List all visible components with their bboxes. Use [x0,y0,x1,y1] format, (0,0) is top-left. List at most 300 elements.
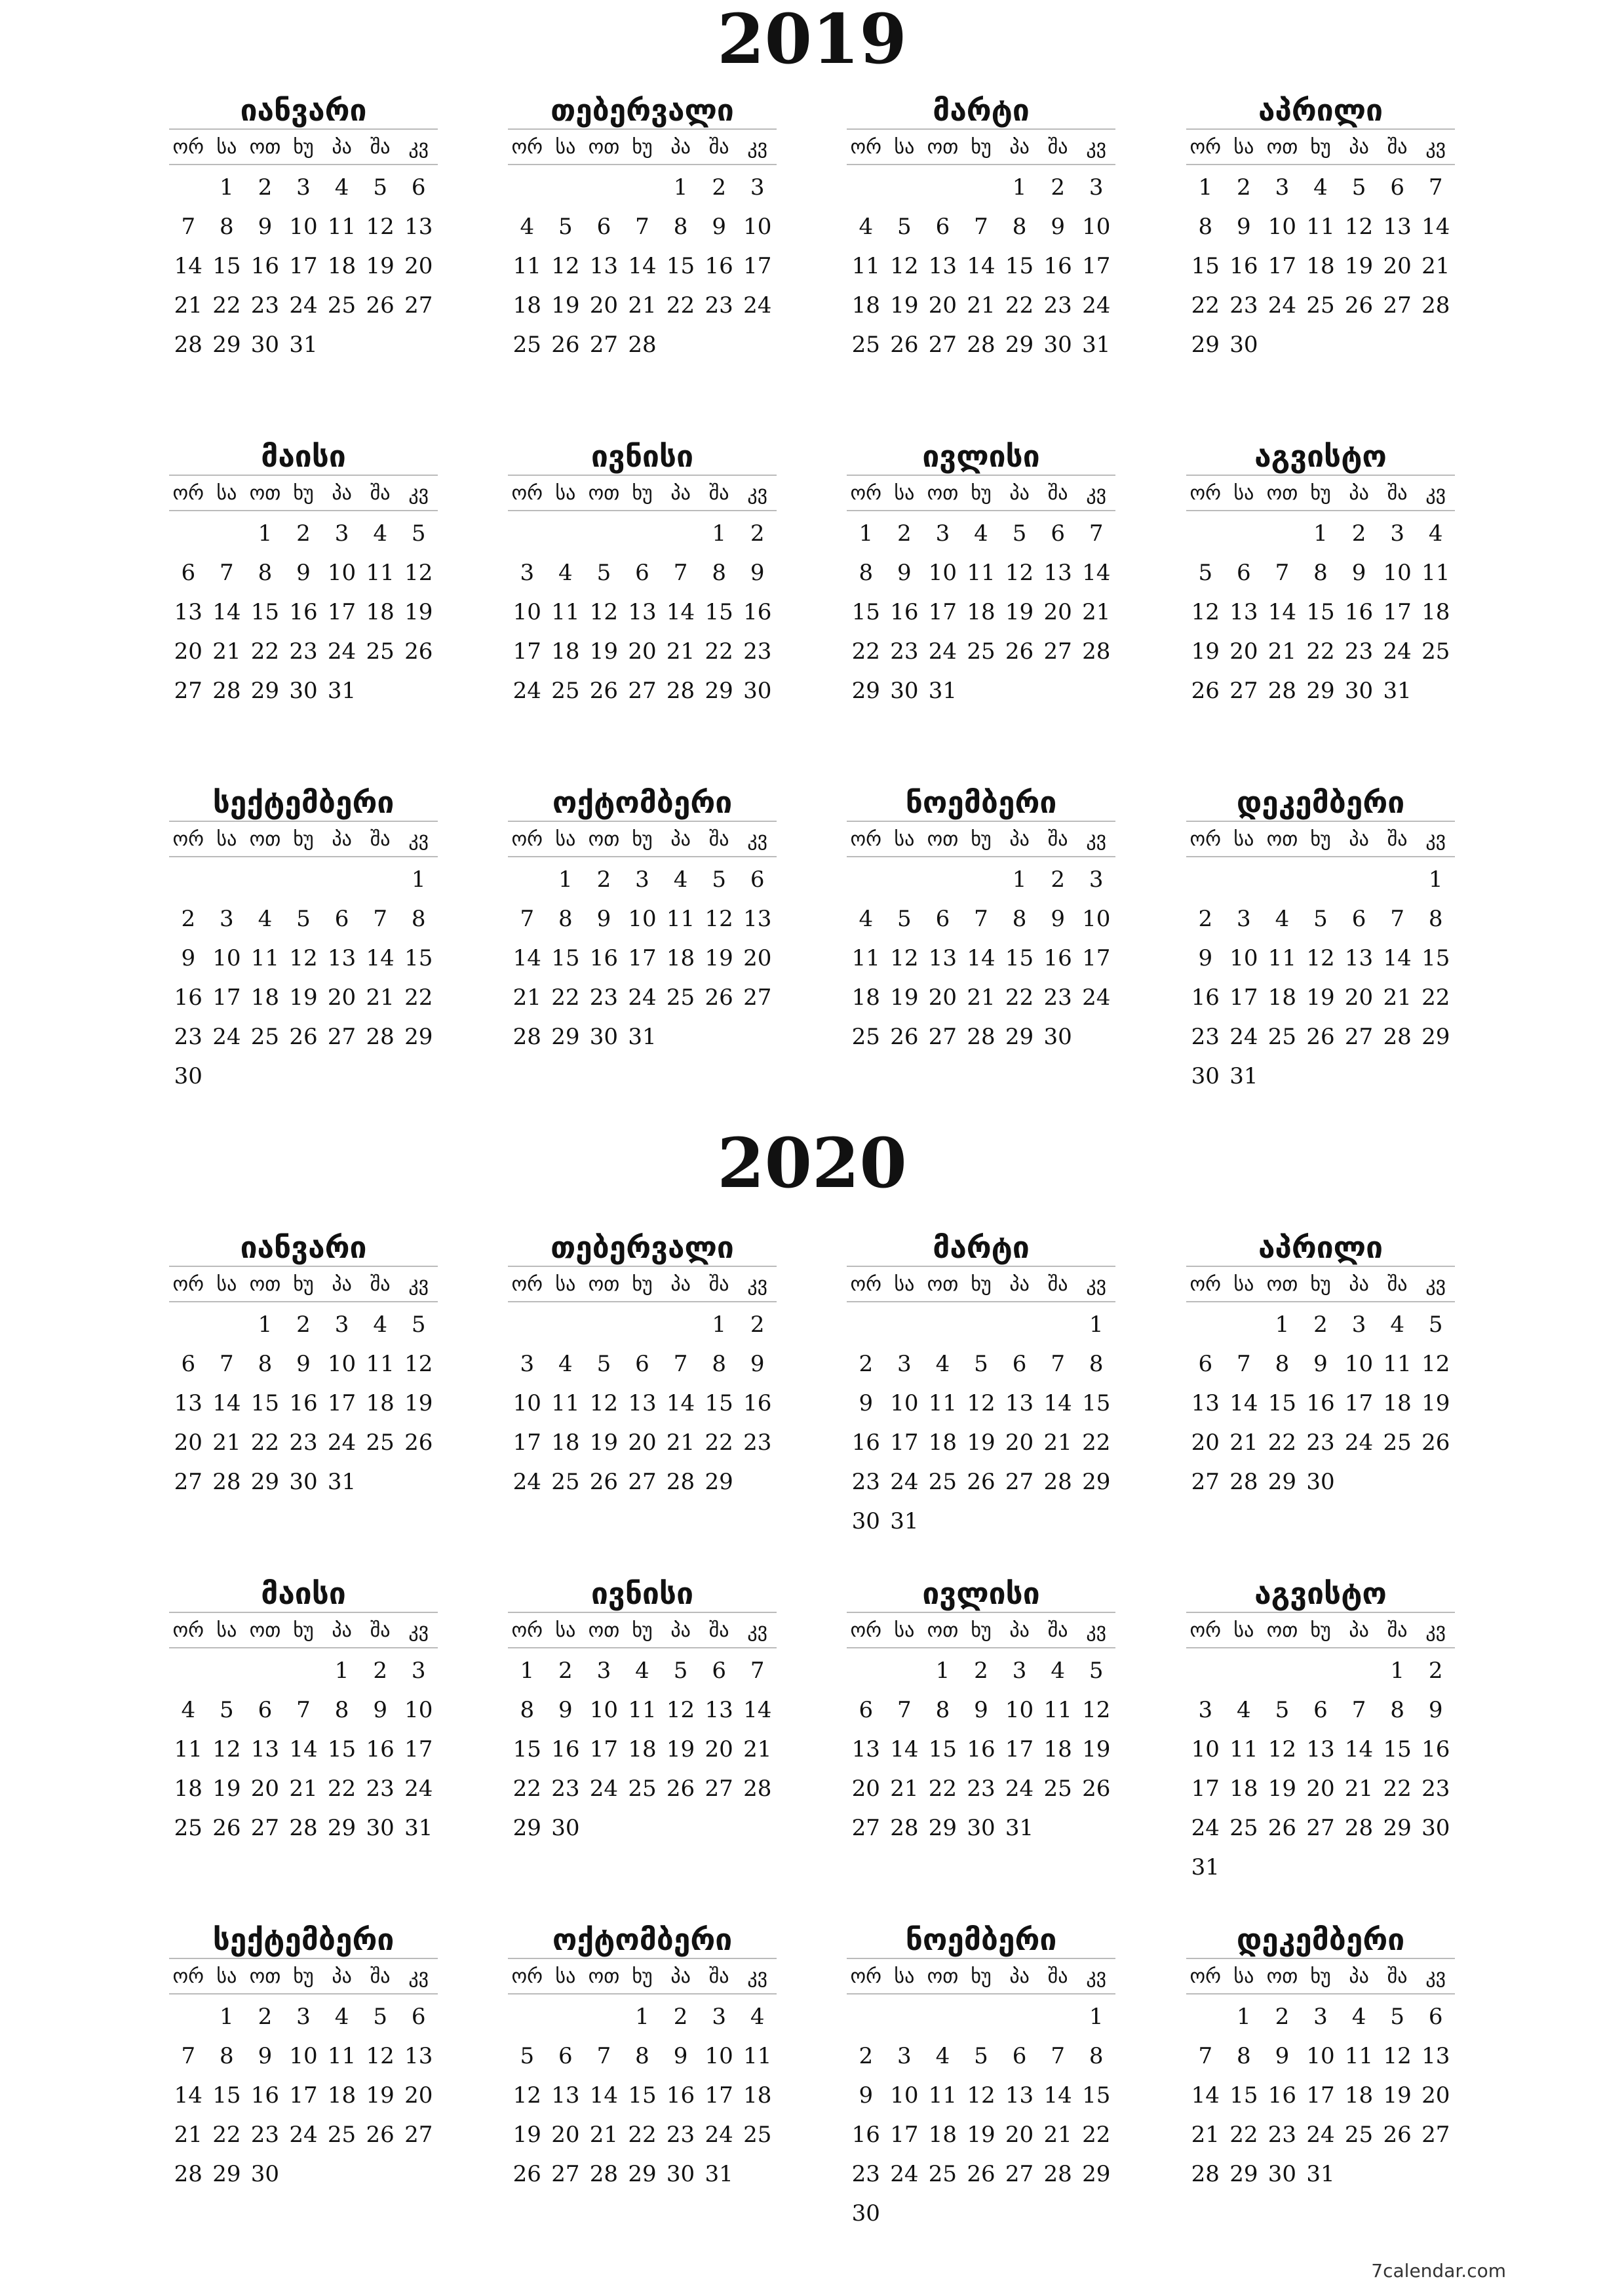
day-number: 25 [967,638,996,665]
day-number: 29 [851,678,880,704]
day-number: 3 [1089,174,1104,201]
day-number: 6 [411,2004,426,2030]
weekday-label: ორ [511,827,543,851]
day-number: 15 [1082,1390,1111,1416]
day-number: 2 [750,1312,765,1338]
day-number: 14 [1229,1390,1258,1416]
day-number: 14 [1082,560,1111,586]
weekday-label: შა [1387,135,1408,159]
day-number: 21 [212,1430,241,1456]
day-number: 5 [1428,1312,1443,1338]
day-number: 13 [705,1697,733,1723]
day-number: 10 [1005,1697,1034,1723]
month-name: მარტი [933,1230,1030,1265]
day-number: 7 [1198,2043,1213,2069]
day-number: 31 [628,1024,657,1050]
day-number: 27 [628,1469,657,1495]
day-number: 5 [897,214,912,240]
day-number: 29 [250,678,280,704]
day-number: 8 [673,214,688,240]
day-number: 2 [373,1658,387,1684]
weekday-label: ორ [850,481,882,505]
day-number: 23 [1344,638,1374,665]
day-number: 13 [1043,560,1072,586]
day-number: 8 [258,1351,273,1377]
day-number: 28 [1043,1469,1072,1495]
weekday-label: ორ [850,1618,882,1642]
day-number: 15 [1267,1390,1297,1416]
day-number: 1 [258,520,273,547]
weekday-label: ხუ [971,827,992,851]
weekday-label: პა [1009,135,1030,159]
weekday-header [169,821,438,857]
day-number: 27 [1229,678,1258,704]
day-number: 25 [1229,1815,1258,1841]
day-number: 26 [1421,1430,1450,1456]
day-number: 2 [181,906,196,932]
month-calendar [1186,92,1455,364]
day-number: 7 [373,906,387,932]
day-number: 28 [589,2161,619,2187]
day-number: 17 [928,599,957,625]
day-number: 10 [404,1697,433,1723]
day-number: 1 [673,174,688,201]
day-number: 10 [1383,560,1412,586]
weekday-label: ორ [511,1618,543,1642]
day-number: 17 [743,253,772,279]
day-number: 10 [327,1351,357,1377]
day-number: 20 [1005,2122,1034,2148]
day-number: 21 [890,1776,919,1802]
weekday-label: შა [1387,1618,1408,1642]
weekday-label: კვ [408,1618,429,1642]
weekday-label: სა [216,827,237,851]
day-grid [508,1305,777,1502]
weekday-label: ოთ [249,135,281,159]
day-number: 11 [327,214,357,240]
month-name: აპრილი [1258,92,1383,128]
weekday-label: კვ [1425,481,1446,505]
day-number: 22 [928,1776,957,1802]
day-number: 6 [181,1351,196,1377]
weekday-label: პა [1009,481,1030,505]
day-number: 4 [673,866,688,893]
day-number: 17 [1082,945,1111,971]
day-number: 7 [220,560,234,586]
day-number: 14 [1421,214,1450,240]
day-number: 17 [512,1430,541,1456]
day-number: 18 [851,292,880,319]
weekday-label: ხუ [1310,1272,1331,1296]
day-number: 13 [743,906,772,932]
day-number: 1 [220,2004,234,2030]
month-name: ივლისი [922,1576,1040,1611]
day-number: 17 [1082,253,1111,279]
weekday-label: სა [1233,135,1254,159]
day-number: 1 [859,520,874,547]
day-number: 6 [181,560,196,586]
day-number: 3 [220,906,234,932]
day-number: 4 [558,560,573,586]
day-number: 23 [289,638,318,665]
weekday-header [1186,128,1455,165]
day-number: 27 [928,1024,957,1050]
day-number: 22 [1267,1430,1297,1456]
day-number: 9 [258,214,273,240]
day-number: 16 [1344,599,1374,625]
weekday-header [169,1266,438,1302]
day-number: 21 [174,292,203,319]
day-number: 16 [589,945,619,971]
day-number: 7 [1051,1351,1065,1377]
day-number: 8 [1237,2043,1251,2069]
day-number: 20 [628,638,657,665]
weekday-label: ხუ [632,135,653,159]
weekday-label: კვ [408,481,429,505]
day-number: 15 [705,1390,733,1416]
day-number: 12 [1344,214,1374,240]
day-number: 8 [1275,1351,1290,1377]
day-number: 8 [1428,906,1443,932]
day-number: 15 [1229,2082,1258,2109]
day-number: 21 [212,638,241,665]
day-number: 23 [366,1776,395,1802]
day-number: 17 [705,2082,733,2109]
day-number: 4 [334,2004,349,2030]
day-number: 9 [181,945,196,971]
day-number: 3 [334,1312,349,1338]
day-number: 21 [366,984,395,1011]
day-number: 29 [212,332,241,358]
month-calendar [508,784,777,1057]
day-number: 10 [327,560,357,586]
weekday-label: ორ [1189,481,1222,505]
day-number: 8 [1089,2043,1104,2069]
weekday-label: ოთ [1266,1618,1298,1642]
day-number: 30 [174,1063,203,1089]
weekday-label: შა [708,135,729,159]
day-number: 5 [1313,906,1328,932]
day-number: 30 [589,1024,619,1050]
day-number: 26 [404,1430,433,1456]
day-number: 27 [1383,292,1412,319]
day-number: 9 [1428,1697,1443,1723]
day-number: 17 [1191,1776,1220,1802]
weekday-label: კვ [747,481,768,505]
day-grid [1186,514,1455,710]
day-number: 2 [1051,866,1065,893]
day-number: 10 [1082,214,1111,240]
day-number: 4 [181,1697,196,1723]
day-number: 19 [1344,253,1374,279]
day-number: 14 [628,253,657,279]
day-number: 11 [967,560,996,586]
day-number: 5 [596,560,611,586]
day-number: 28 [1383,1024,1412,1050]
weekday-label: შა [370,481,391,505]
day-number: 1 [1198,174,1213,201]
day-number: 16 [743,1390,772,1416]
day-number: 11 [174,1736,203,1762]
day-number: 4 [1428,520,1443,547]
day-number: 27 [851,1815,880,1841]
day-number: 25 [366,1430,395,1456]
day-number: 23 [1191,1024,1220,1050]
day-number: 17 [512,638,541,665]
weekday-label: კვ [1425,1618,1446,1642]
day-number: 4 [373,1312,387,1338]
month-calendar [169,92,438,364]
day-number: 20 [1229,638,1258,665]
month-name: მარტი [933,92,1030,128]
day-number: 7 [897,1697,912,1723]
day-number: 29 [1421,1024,1450,1050]
day-number: 15 [1082,2082,1111,2109]
weekday-label: ხუ [293,1618,314,1642]
day-number: 19 [890,984,919,1011]
day-number: 13 [174,1390,203,1416]
day-number: 29 [628,2161,657,2187]
weekday-label: ოთ [927,135,959,159]
day-number: 2 [596,866,611,893]
day-number: 10 [512,1390,541,1416]
day-number: 4 [1275,906,1290,932]
day-number: 10 [928,560,957,586]
day-number: 29 [512,1815,541,1841]
day-number: 30 [1267,2161,1297,2187]
weekday-label: ხუ [1310,1964,1331,1988]
weekday-label: პა [1349,1964,1369,1988]
day-number: 11 [327,2043,357,2069]
day-grid [169,1305,438,1502]
day-number: 23 [174,1024,203,1050]
day-number: 30 [1421,1815,1450,1841]
weekday-label: კვ [747,1964,768,1988]
day-number: 2 [1351,520,1366,547]
day-number: 16 [1306,1390,1335,1416]
weekday-label: პა [1349,481,1369,505]
day-number: 4 [1351,2004,1366,2030]
weekday-label: შა [1047,827,1068,851]
day-number: 18 [1383,1390,1412,1416]
weekday-label: სა [1233,827,1254,851]
day-number: 16 [1421,1736,1450,1762]
weekday-label: ორ [172,135,204,159]
month-calendar [508,92,777,364]
day-grid [847,1305,1115,1541]
weekday-label: ხუ [632,1964,653,1988]
day-number: 17 [1229,984,1258,1011]
day-grid [508,1651,777,1848]
day-number: 26 [1191,678,1220,704]
day-number: 6 [411,174,426,201]
day-number: 30 [289,678,318,704]
day-number: 11 [1306,214,1335,240]
day-number: 13 [1191,1390,1220,1416]
day-number: 8 [1313,560,1328,586]
day-number: 12 [1005,560,1034,586]
day-number: 28 [1082,638,1111,665]
day-number: 14 [967,253,996,279]
day-number: 22 [250,638,280,665]
day-number: 24 [1082,292,1111,319]
day-number: 31 [289,332,318,358]
day-number: 8 [712,560,726,586]
day-number: 20 [404,253,433,279]
weekday-label: ორ [850,135,882,159]
weekday-label: ოთ [588,1618,620,1642]
day-number: 25 [250,1024,280,1050]
weekday-label: სა [894,135,915,159]
weekday-label: ორ [172,481,204,505]
day-number: 5 [296,906,311,932]
weekday-header [508,128,777,165]
day-number: 9 [859,1390,874,1416]
day-number: 25 [851,1024,880,1050]
month-calendar [508,1229,777,1502]
day-number: 25 [1267,1024,1297,1050]
day-number: 17 [1267,253,1297,279]
day-number: 24 [289,292,318,319]
day-number: 29 [551,1024,580,1050]
day-number: 31 [1005,1815,1034,1841]
day-number: 1 [334,1658,349,1684]
day-number: 25 [1043,1776,1072,1802]
day-number: 11 [743,2043,772,2069]
month-calendar [847,784,1115,1057]
day-number: 19 [705,945,733,971]
day-grid [508,860,777,1057]
weekday-label: პა [332,1964,352,1988]
day-grid [847,514,1115,710]
day-number: 16 [1229,253,1258,279]
weekday-label: ორ [1189,827,1222,851]
day-number: 21 [666,1430,695,1456]
day-number: 27 [404,2122,433,2148]
day-number: 7 [750,1658,765,1684]
day-number: 9 [712,214,726,240]
day-number: 23 [890,638,919,665]
weekday-label: ორ [172,1618,204,1642]
day-number: 8 [635,2043,649,2069]
day-number: 16 [1267,2082,1297,2109]
day-number: 19 [589,1430,619,1456]
day-number: 31 [1082,332,1111,358]
day-number: 3 [1275,174,1290,201]
day-number: 5 [1012,520,1027,547]
day-number: 18 [174,1776,203,1802]
day-number: 24 [743,292,772,319]
day-number: 20 [628,1430,657,1456]
day-number: 23 [743,1430,772,1456]
day-number: 12 [1082,1697,1111,1723]
day-number: 22 [666,292,695,319]
day-number: 11 [628,1697,657,1723]
day-number: 29 [1383,1815,1412,1841]
day-number: 12 [1383,2043,1412,2069]
day-number: 9 [1051,906,1065,932]
day-number: 6 [935,906,950,932]
day-number: 26 [1306,1024,1335,1050]
day-number: 6 [558,2043,573,2069]
day-number: 22 [1082,1430,1111,1456]
weekday-label: კვ [408,1964,429,1988]
day-number: 1 [258,1312,273,1338]
day-number: 18 [743,2082,772,2109]
day-number: 28 [890,1815,919,1841]
day-number: 18 [366,1390,395,1416]
day-number: 18 [366,599,395,625]
day-number: 16 [250,2082,280,2109]
day-number: 25 [1344,2122,1374,2148]
day-number: 16 [851,2122,880,2148]
weekday-label: ორ [1189,1618,1222,1642]
day-number: 30 [1229,332,1258,358]
day-number: 7 [296,1697,311,1723]
day-number: 5 [1198,560,1213,586]
day-number: 23 [250,292,280,319]
day-number: 16 [289,599,318,625]
day-number: 14 [212,1390,241,1416]
day-number: 1 [1237,2004,1251,2030]
weekday-label: შა [1047,1618,1068,1642]
month-calendar [1186,438,1455,710]
weekday-label: პა [670,1618,691,1642]
weekday-label: სა [555,1618,576,1642]
day-number: 14 [967,945,996,971]
day-number: 9 [296,1351,311,1377]
day-number: 6 [334,906,349,932]
day-number: 3 [935,520,950,547]
day-number: 27 [1421,2122,1450,2148]
weekday-label: კვ [408,1272,429,1296]
day-number: 6 [935,214,950,240]
day-number: 27 [589,332,619,358]
weekday-label: შა [708,1272,729,1296]
day-number: 18 [1267,984,1297,1011]
day-number: 7 [974,214,988,240]
weekday-label: კვ [747,1618,768,1642]
day-number: 3 [411,1658,426,1684]
month-name: იანვარი [240,92,367,128]
weekday-label: ხუ [632,1272,653,1296]
weekday-header [508,1266,777,1302]
day-number: 28 [1421,292,1450,319]
day-number: 14 [174,253,203,279]
day-number: 10 [289,214,318,240]
weekday-label: ხუ [971,1272,992,1296]
month-name: ნოემბერი [905,1922,1057,1957]
weekday-label: სა [894,827,915,851]
day-number: 31 [1229,1063,1258,1089]
day-number: 17 [327,599,357,625]
day-number: 16 [289,1390,318,1416]
day-number: 18 [551,638,580,665]
day-number: 19 [1383,2082,1412,2109]
day-number: 24 [1191,1815,1220,1841]
day-number: 31 [1191,1854,1220,1880]
day-number: 23 [1229,292,1258,319]
day-number: 13 [1421,2043,1450,2069]
day-number: 8 [1012,214,1027,240]
day-number: 17 [212,984,241,1011]
day-number: 24 [890,1469,919,1495]
day-number: 1 [935,1658,950,1684]
day-number: 8 [935,1697,950,1723]
weekday-label: პა [332,135,352,159]
day-number: 24 [1082,984,1111,1011]
weekday-label: ოთ [1266,481,1298,505]
